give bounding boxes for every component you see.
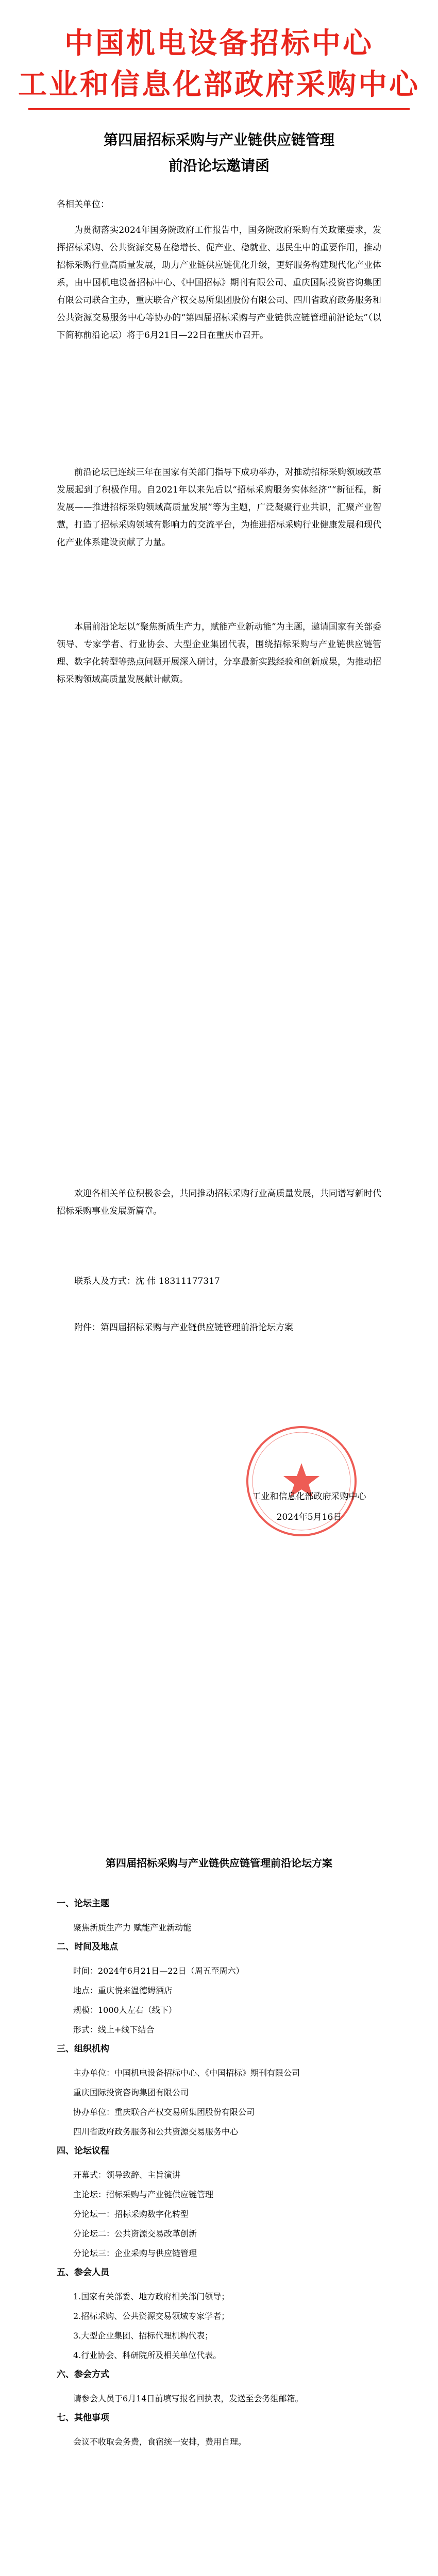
plan-line: 重庆国际投资咨询集团有限公司: [73, 2088, 189, 2097]
plan-section-heading: 四、论坛议程: [57, 2146, 109, 2156]
plan-page: [0, 1772, 438, 2576]
sign-organization: 工业和信息化部政府采购中心: [252, 1492, 366, 1502]
letterhead-rule: [28, 108, 410, 110]
plan-line: 会议不收取会务费，食宿统一安排，费用自理。: [73, 2437, 247, 2447]
plan-line: 4.行业协会、科研院所及相关单位代表。: [73, 2350, 222, 2360]
plan-line: 分论坛三：企业采购与供应链管理: [73, 2248, 197, 2258]
plan-line: 时间：2024年6月21日—22日（周五至周六）: [73, 1966, 244, 1976]
invite-title-1: 第四届招标采购与产业链供应链管理: [103, 131, 334, 148]
plan-line: 1.国家有关部委、地方政府相关部门领导；: [73, 2292, 230, 2301]
official-seal: [242, 1422, 361, 1540]
invite-title-2: 前沿论坛邀请函: [168, 157, 269, 174]
contact-info: 联系人及方式：沈 伟 18311177317: [74, 1276, 220, 1286]
plan-line: 分论坛一：招标采购数字化转型: [73, 2209, 189, 2219]
letterhead-line-1: 中国机电设备招标中心: [64, 26, 374, 60]
body-paragraph: 欢迎各相关单位积极参会，共同推动招标采购行业高质量发展，共同谱写新时代招标采购事业发展新篇章。: [57, 1189, 381, 1216]
salutation: 各相关单位：: [57, 199, 109, 210]
plan-line: 规模：1000人左右（线下）: [73, 2005, 177, 2015]
plan-line: 请参会人员于6月14日前填写报名回执表，发送至会务组邮箱。: [73, 2394, 304, 2403]
plan-section-heading: 七、其他事项: [57, 2413, 109, 2423]
plan-line: 形式：线上+线下结合: [73, 2025, 155, 2035]
plan-section-heading: 二、时间及地点: [57, 1942, 118, 1952]
plan-section-heading: 六、参会方式: [57, 2369, 109, 2380]
plan-line: 分论坛二：公共资源交易改革创新: [73, 2229, 197, 2239]
body-paragraph: 本届前沿论坛以“聚焦新质生产力，赋能产业新动能”为主题，邀请国家有关部委领导、专家学者、行业协会、大型企业集团代表，围绕招标采购与产业链供应链管理、数字化转型等热点问题开展深入研讨，分享最新实践经验和创新成果，为推动招标采购领域高质量发展献计献策。: [57, 622, 381, 685]
plan-line: 聚焦新质生产力 赋能产业新动能: [73, 1923, 192, 1933]
plan-line: 3.大型企业集团、招标代理机构代表；: [73, 2331, 213, 2341]
plan-line: 主办单位：中国机电设备招标中心、《中国招标》期刊有限公司: [73, 2068, 300, 2078]
plan-section-heading: 五、参会人员: [57, 2267, 109, 2278]
body-paragraph: 为贯彻落实2024年国务院政府工作报告中，国务院政府采购有关政策要求，发挥招标采购、公共资源交易在稳增长、促产业、稳就业、惠民生中的重要作用，推动招标采购行业高质量发展，助力产业链供应链优化升级，更好服务构建现代化产业体系，由中国机电设备招标中心、《中国招标》期刊有限公司、重庆国际投资咨询集团有限公司联合主办，重庆联合产权交易所集团股份有限公司、四川省政府政务服务和公共资源交易服务中心等协办的“第四届招标采购与产业链供应链管理前沿论坛”（以下简称前沿论坛）将于6月21日—22日在重庆市召开。: [57, 225, 381, 341]
plan-line: 四川省政府政务服务和公共资源交易服务中心: [73, 2127, 239, 2137]
plan-line: 地点：重庆悦来温德姆酒店: [73, 1986, 173, 1995]
plan-line: 2.招标采购、公共资源交易领域专家学者；: [73, 2311, 230, 2321]
plan-line: 主论坛：招标采购与产业链供应链管理: [73, 2190, 214, 2199]
letterhead-line-2: 工业和信息化部政府采购中心: [18, 67, 420, 101]
sign-date: 2024年5月16日: [276, 1512, 342, 1522]
plan-title: 第四届招标采购与产业链供应链管理前沿论坛方案: [106, 1857, 332, 1869]
plan-section-heading: 三、组织机构: [57, 2044, 109, 2054]
plan-line: 开幕式：领导致辞、主旨演讲: [73, 2170, 181, 2180]
plan-section-heading: 一、论坛主题: [57, 1899, 109, 1909]
body-paragraph: 前沿论坛已连续三年在国家有关部门指导下成功举办，对推动招标采购领域改革发展起到了积极作用。自2021年以来先后以“招标采购服务实体经济”“新征程，新发展——推进招标采购领域高质量发展”等为主题，广泛凝聚行业共识，汇聚产业智慧，打造了招标采购领域有影响力的交流平台，为推进招标采购行业健康发展和现代化产业体系建设贡献了力量。: [57, 467, 381, 548]
plan-line: 协办单位：重庆联合产权交易所集团股份有限公司: [73, 2107, 255, 2117]
attachment-note: 附件：第四届招标采购与产业链供应链管理前沿论坛方案: [74, 1323, 293, 1333]
